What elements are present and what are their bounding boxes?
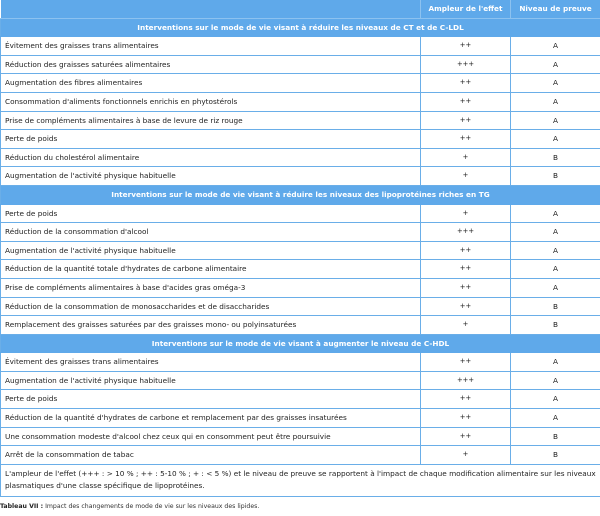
table-row [1,446,600,465]
evidence-cell: A [511,74,600,93]
table-row [1,37,600,56]
intervention-cell: Perte de poids [1,390,421,409]
intervention-cell: Évitement des graisses trans alimentaires [1,37,421,56]
evidence-cell: A [511,260,600,279]
intervention-cell: Augmentation des fibres alimentaires [1,74,421,93]
evidence-cell: A [511,204,600,223]
effect-cell: ++ [421,427,511,446]
table-row [1,55,600,74]
intervention-cell: Arrêt de la consommation de tabac [1,446,421,465]
table-row [1,223,600,242]
table-row [1,278,600,297]
evidence-cell: A [511,241,600,260]
evidence-cell: A [511,55,600,74]
effect-cell: + [421,167,511,186]
table-row [1,427,600,446]
header-evidence-level: Niveau de preuve [511,0,600,18]
table-body [1,18,600,464]
header-intervention [1,0,421,18]
effect-cell: ++ [421,241,511,260]
table-row [1,409,600,428]
table-row [1,353,600,372]
table-row [1,371,600,390]
table-row [1,297,600,316]
intervention-cell: Perte de poids [1,204,421,223]
evidence-cell: A [511,278,600,297]
evidence-cell: A [511,371,600,390]
intervention-cell: Augmentation de l'activité physique habituelle [1,167,421,186]
intervention-cell: Perte de poids [1,130,421,149]
intervention-cell: Réduction des graisses saturées alimentaires [1,55,421,74]
intervention-cell: Réduction de la consommation de monosaccharides et de disaccharides [1,297,421,316]
effect-cell: ++ [421,130,511,149]
section-title: Interventions sur le mode de vie visant à augmenter le niveau de C-HDL [1,334,600,353]
effect-cell: ++ [421,37,511,56]
table-header-row [1,0,600,18]
effect-cell: ++ [421,353,511,372]
table-row [1,92,600,111]
effect-cell: ++ [421,390,511,409]
section-header-row [1,334,600,353]
evidence-cell: A [511,353,600,372]
caption-label: Tableau VII : [0,503,44,510]
intervention-cell: Prise de compléments alimentaires à base de levure de riz rouge [1,111,421,130]
effect-cell: ++ [421,297,511,316]
effect-cell: +++ [421,223,511,242]
table-footnote: L'ampleur de l'effet (+++ : > 10 % ; ++ : 5-10 % ; + : < 5 %) et le niveau de preuve se rapportent à l'impact de chaque modification alimentaire sur les niveaux plasmatiques d'une classe spécifique de lipoprotéines. [1,464,600,496]
effect-cell: ++ [421,92,511,111]
intervention-cell: Réduction du cholestérol alimentaire [1,148,421,167]
effect-cell: + [421,148,511,167]
evidence-cell: B [511,427,600,446]
intervention-cell: Réduction de la consommation d'alcool [1,223,421,242]
evidence-cell: B [511,297,600,316]
intervention-cell: Prise de compléments alimentaires à base d'acides gras oméga-3 [1,278,421,297]
intervention-cell: Augmentation de l'activité physique habituelle [1,371,421,390]
effect-cell: + [421,316,511,335]
table-row [1,260,600,279]
intervention-cell: Augmentation de l'activité physique habituelle [1,241,421,260]
effect-cell: ++ [421,409,511,428]
intervention-cell: Réduction de la quantité d'hydrates de carbone et remplacement par des graisses insaturées [1,409,421,428]
table-row [1,111,600,130]
evidence-cell: B [511,446,600,465]
effect-cell: +++ [421,55,511,74]
evidence-cell: B [511,167,600,186]
evidence-cell: A [511,223,600,242]
section-title: Interventions sur le mode de vie visant à réduire les niveaux des lipoprotéines riches en TG [1,185,600,204]
evidence-cell: B [511,316,600,335]
effect-cell: + [421,204,511,223]
table-row [1,316,600,335]
effect-cell: ++ [421,111,511,130]
evidence-cell: B [511,148,600,167]
table-row [1,148,600,167]
table-row [1,241,600,260]
table-row [1,130,600,149]
effect-cell: +++ [421,371,511,390]
evidence-cell: A [511,130,600,149]
section-header-row [1,18,600,37]
section-header-row [1,185,600,204]
caption-text: Impact des changements de mode de vie sur les niveaux des lipides. [43,503,260,510]
intervention-cell: Réduction de la quantité totale d'hydrates de carbone alimentaire [1,260,421,279]
effect-cell: ++ [421,260,511,279]
table-row [1,390,600,409]
table-caption [0,503,259,510]
section-title: Interventions sur le mode de vie visant à réduire les niveaux de CT et de C-LDL [1,18,600,37]
effect-cell: ++ [421,74,511,93]
table-row [1,204,600,223]
evidence-cell: A [511,390,600,409]
table-row [1,167,600,186]
evidence-cell: A [511,111,600,130]
intervention-cell: Remplacement des graisses saturées par des graisses mono- ou polyinsaturées [1,316,421,335]
header-effect-magnitude: Ampleur de l'effet [421,0,511,18]
evidence-cell: A [511,92,600,111]
evidence-cell: A [511,409,600,428]
intervention-cell: Consommation d'aliments fonctionnels enrichis en phytostérols [1,92,421,111]
evidence-cell: A [511,37,600,56]
table-row [1,74,600,93]
table-footnote-row [1,464,600,496]
effect-cell: ++ [421,278,511,297]
intervention-cell: Une consommation modeste d'alcool chez ceux qui en consomment peut être poursuivie [1,427,421,446]
effect-cell: + [421,446,511,465]
intervention-cell: Évitement des graisses trans alimentaires [1,353,421,372]
